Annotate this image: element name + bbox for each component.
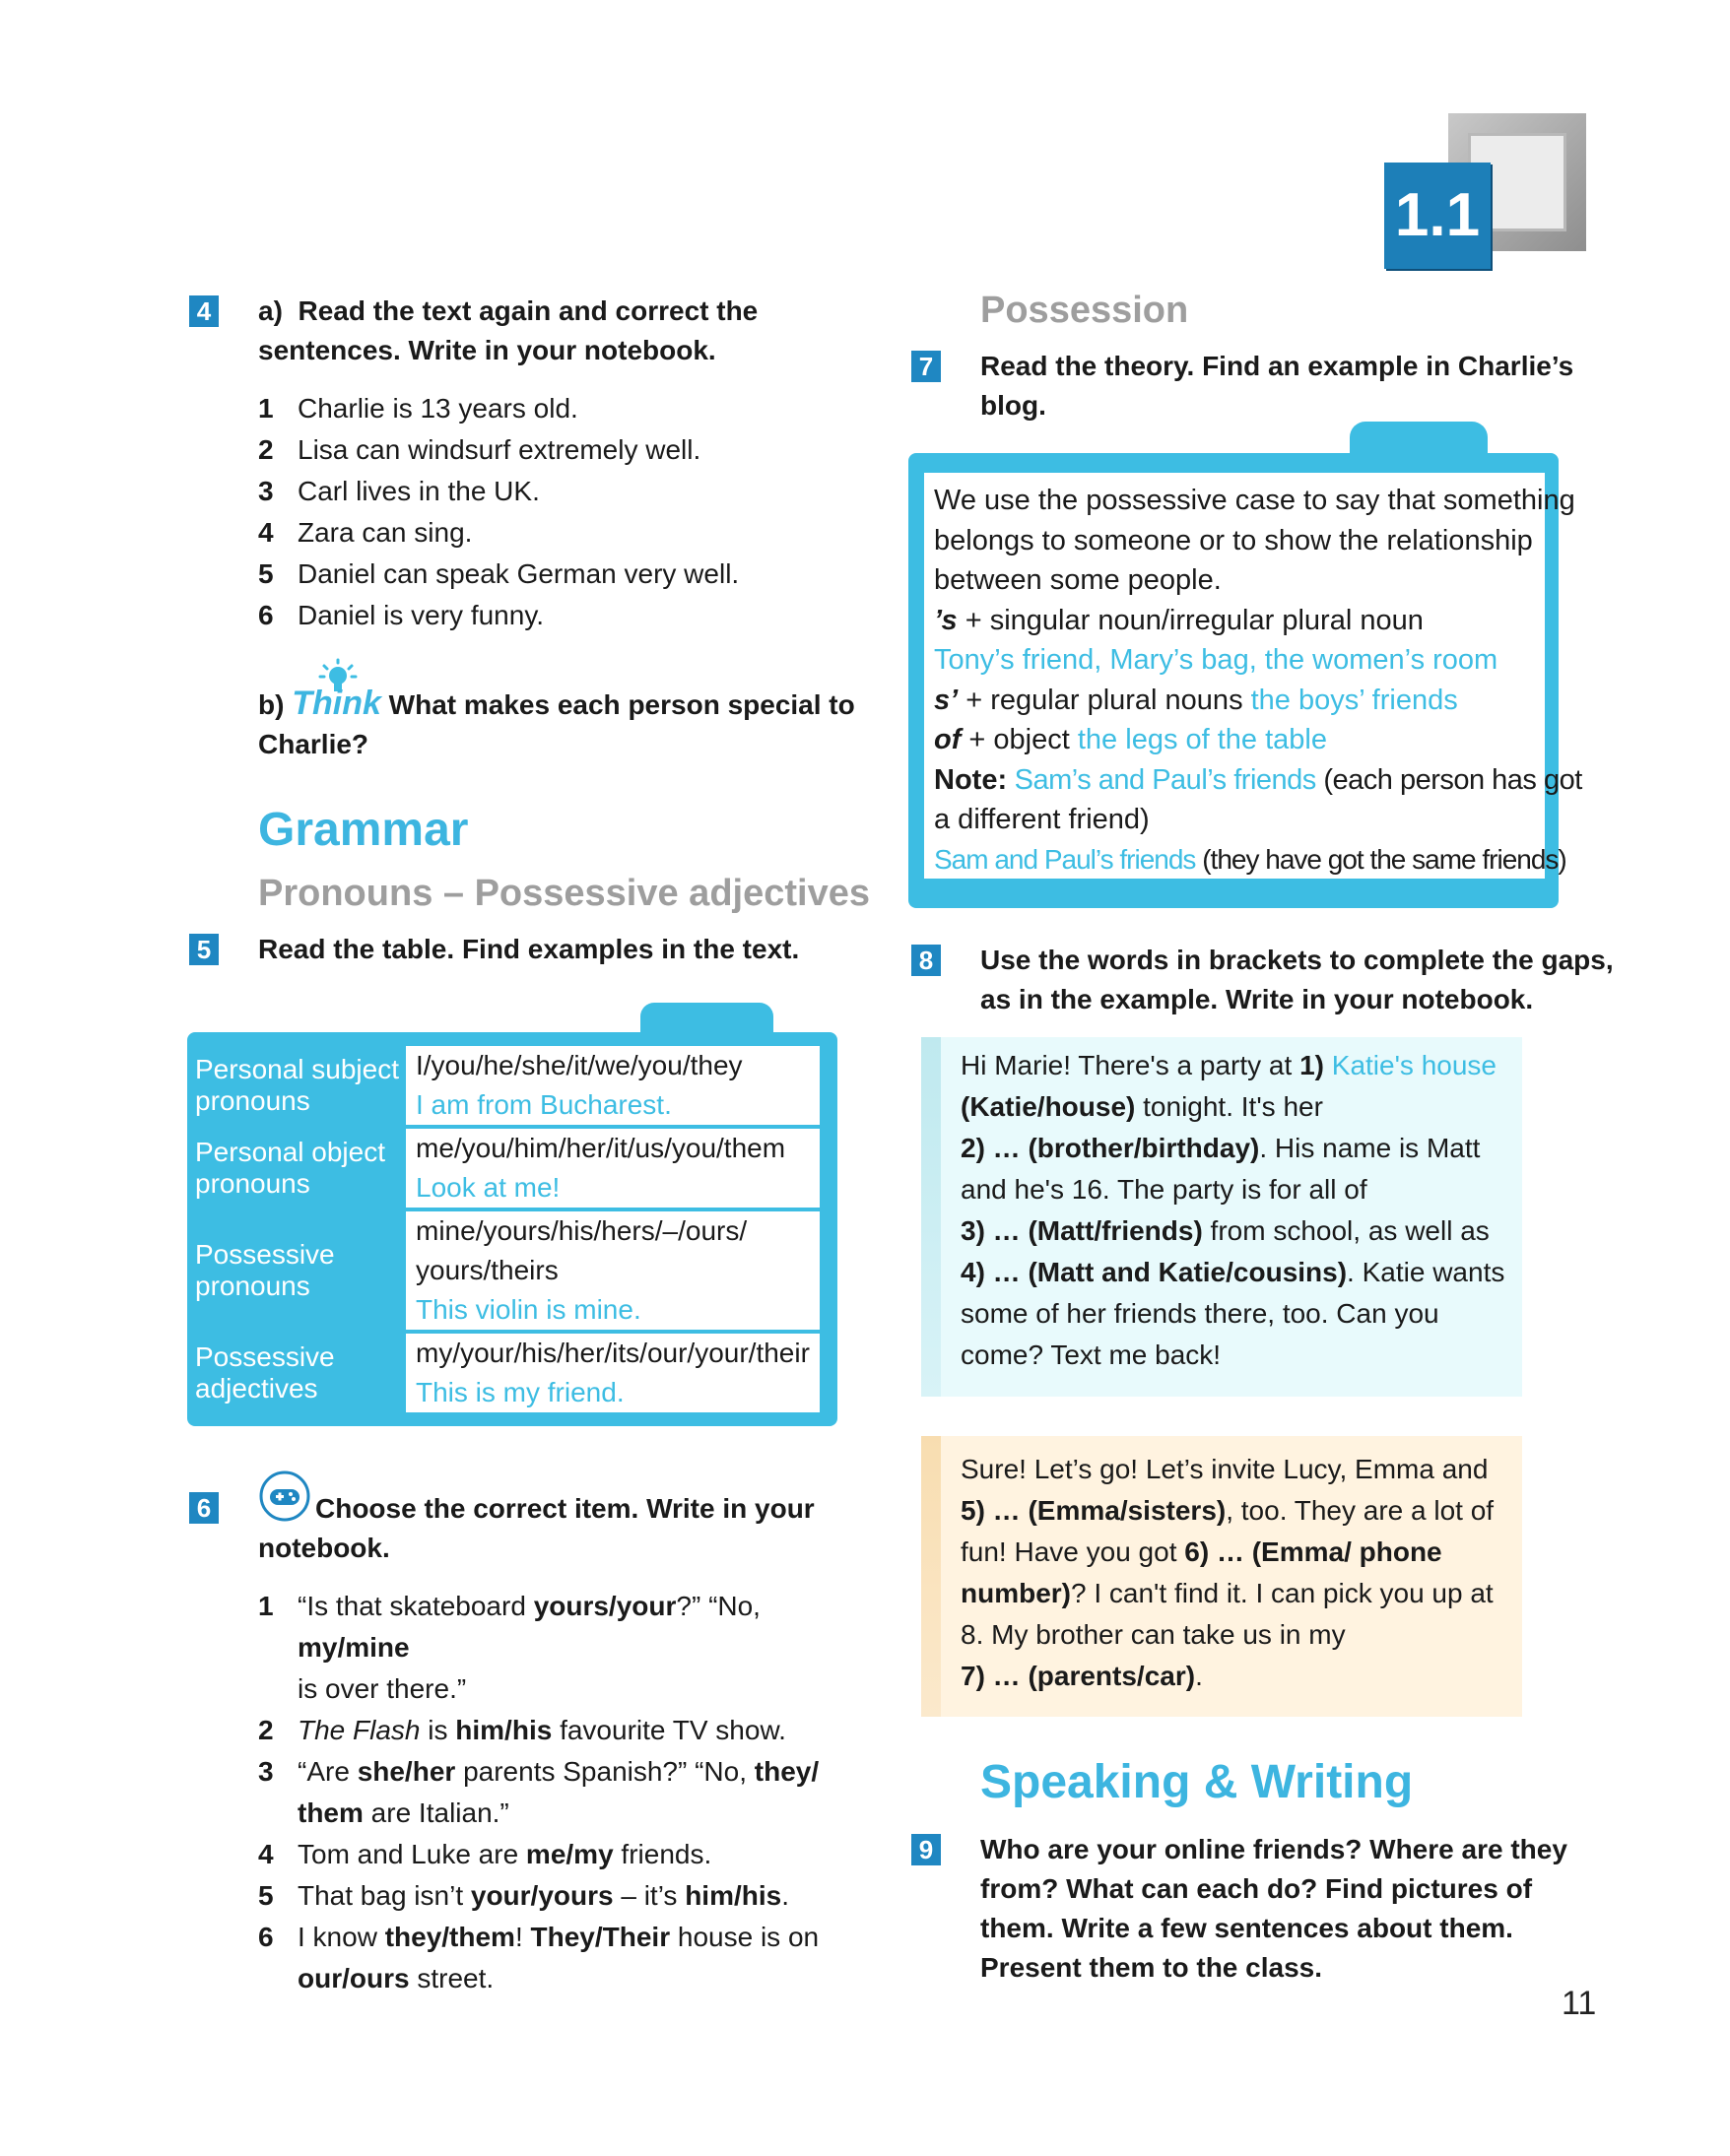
- list-item: 2 The Flash is him/his favourite TV show.: [258, 1715, 786, 1745]
- list-item: 3 “Are she/her parents Spanish?” “No, they/ them are Italian.”: [258, 1756, 820, 1828]
- list-item: 5 Daniel can speak German very well.: [258, 558, 740, 589]
- list-item: 1 “Is that skateboard yours/your?” “No, my/mine is over there.”: [258, 1591, 761, 1704]
- exercise-6-instruction: Choose the correct item. Write in your notebook.: [258, 1493, 815, 1563]
- message-box-2-strip: [921, 1436, 941, 1717]
- theory-text: We use the possessive case to say that something belongs to someone or to show the relationship between some people. ’s + singular noun/irregular plural noun Tony’s friend, Mary’s bag, the women’s room s’ + regular plural nouns the boys’ friends of + object the legs of the table Note: Sam’s and Paul’s friends (each person has got a different friend) Sam and Paul’s friends (they have got the same friends): [924, 473, 1545, 879]
- list-item: 2 Lisa can windsurf extremely well.: [258, 434, 701, 465]
- exercise-number-6: 6: [189, 1492, 219, 1524]
- table-tab: [640, 1003, 773, 1036]
- list-item: 6 I know they/them! They/Their house is on our/ours street.: [258, 1922, 820, 1993]
- exercise-4-list: [258, 388, 739, 636]
- pronoun-table: [187, 1032, 837, 1426]
- row-label: Possessive adjectives: [195, 1341, 335, 1404]
- list-item: 1 Charlie is 13 years old.: [258, 393, 578, 424]
- exercise-4b-instruction: b) Think What makes each person special to Charlie?: [258, 685, 855, 759]
- exercise-5-instruction: Read the table. Find examples in the text.: [258, 934, 800, 964]
- think-label: Think: [292, 685, 381, 722]
- row-value: me/you/him/her/it/us/you/them Look at me!: [406, 1129, 820, 1208]
- speaking-writing-heading: Speaking & Writing: [980, 1756, 1414, 1808]
- row-value: mine/yours/his/hers/–/ours/ yours/theirs This violin is mine.: [406, 1211, 820, 1330]
- exercise-number-7: 7: [911, 351, 941, 382]
- exercise-8-instruction: Use the words in brackets to complete the gaps, as in the example. Write in your notebook.: [980, 945, 1614, 1014]
- exercise-number-9: 9: [911, 1834, 941, 1865]
- list-item: 3 Carl lives in the UK.: [258, 476, 540, 506]
- exercise-number-8: 8: [911, 945, 941, 976]
- unit-badge: 1.1: [1384, 163, 1491, 269]
- row-value: I/you/he/she/it/we/you/they I am from Bucharest.: [406, 1046, 820, 1125]
- grammar-subheading: Pronouns – Possessive adjectives: [258, 873, 870, 914]
- grammar-heading: Grammar: [258, 804, 469, 856]
- possession-heading: Possession: [980, 290, 1189, 331]
- list-item: 4 Tom and Luke are me/my friends.: [258, 1839, 712, 1869]
- message-1-text: Hi Marie! There's a party at 1) Katie's house (Katie/house) tonight. It's her 2) … (brother/birthday). His name is Matt and he's 16. The party is for all of 3) … (Matt/friends) from school, as well as 4) … (Matt and Katie/cousins). Katie wants some of her friends there, too. Can you come? Text me back!: [961, 1050, 1505, 1370]
- message-2-text: Sure! Let’s go! Let’s invite Lucy, Emma and 5) … (Emma/sisters), too. They are a lot of fun! Have you got 6) … (Emma/ phone number)? I can't find it. I can pick you up at 8. My brother can take us in my 7) … (parents/car).: [961, 1454, 1495, 1691]
- row-label: Personal object pronouns: [195, 1137, 386, 1199]
- row-value: my/your/his/her/its/our/your/their This is my friend.: [406, 1334, 820, 1412]
- list-item: 4 Zara can sing.: [258, 517, 473, 548]
- exercise-7-instruction: Read the theory. Find an example in Charlie’s blog.: [980, 351, 1574, 421]
- exercise-number-4: 4: [189, 295, 219, 327]
- message-box-1-strip: [921, 1037, 941, 1397]
- exercise-6-list: [258, 1586, 839, 1999]
- page-number: 11: [1562, 1985, 1597, 2022]
- exercise-number-5: 5: [189, 934, 219, 965]
- exercise-9-instruction: Who are your online friends? Where are they from? What can each do? Find pictures of them. Write a few sentences about them. Present them to the class.: [980, 1834, 1567, 1983]
- exercise-4a-instruction: a) Read the text again and correct the sentences. Write in your notebook.: [258, 295, 759, 365]
- list-item: 6 Daniel is very funny.: [258, 600, 545, 630]
- row-label: Possessive pronouns: [195, 1239, 335, 1301]
- row-label: Personal subject pronouns: [195, 1054, 400, 1116]
- list-item: 5 That bag isn’t your/yours – it’s him/his.: [258, 1880, 789, 1911]
